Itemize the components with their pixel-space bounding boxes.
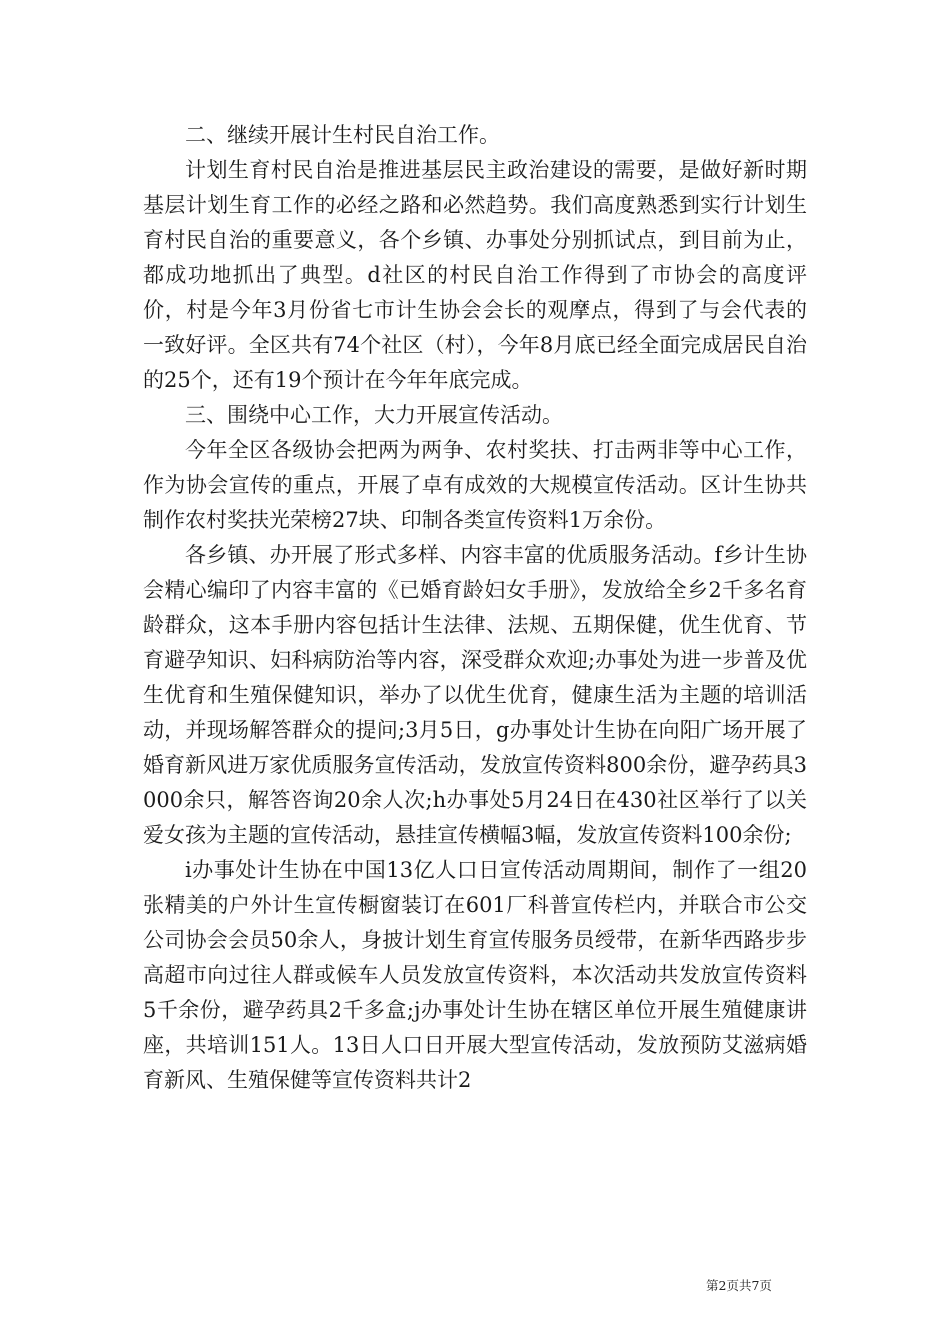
section-heading-2: 二、继续开展计生村民自治工作。 xyxy=(185,123,500,147)
paragraph-self-governance: 计划生育村民自治是推进基层民主政治建设的需要，是做好新时期基层计划生育工作的必经之路和必然趋势。我们高度熟悉到实行计划生育村民自治的重要意义，各个乡镇、办事处分别抓试点，到目前为止，都成功地抓出了典型。d社区的村民自治工作得到了市协会的高度评价，村是今年3月份省七市计生协会会长的观摩点，得到了与会代表的一致好评。全区共有74个社区（村），今年8月底已经全面完成居民自治的25个，还有19个预计在今年年底完成。 xyxy=(143,158,807,392)
body-text xyxy=(143,118,807,1098)
paragraph-township-activities: 各乡镇、办开展了形式多样、内容丰富的优质服务活动。f乡计生协会精心编印了内容丰富的《已婚育龄妇女手册》，发放给全乡2千多名育龄群众，这本手册内容包括计生法律、法规、五期保健，优生优育、节育避孕知识、妇科病防治等内容，深受群众欢迎;办事处为进一步普及优生优育和生殖保健知识，举办了以优生优育，健康生活为主题的培训活动，并现场解答群众的提问;3月5日，g办事处计生协在向阳广场开展了婚育新风进万家优质服务宣传活动，发放宣传资料800余份，避孕药具3000余只，解答咨询20余人次;h办事处5月24日在430社区举行了以关爱女孩为主题的宣传活动，悬挂宣传横幅3幅，发放宣传资料100余份; xyxy=(143,543,807,847)
paragraph-population-day: i办事处计生协在中国13亿人口日宣传活动周期间，制作了一组20张精美的户外计生宣传橱窗装订在601厂科普宣传栏内，并联合市公交公司协会会员50余人，身披计划生育宣传服务员绶带，在新华西路步步高超市向过往人群或候车人员发放宣传资料，本次活动共发放宣传资料5千余份，避孕药具2千多盒;j办事处计生协在辖区单位开展生殖健康讲座，共培训151人。13日人口日开展大型宣传活动，发放预防艾滋病婚育新风、生殖保健等宣传资料共计2 xyxy=(143,858,807,1092)
paragraph-publicity-focus: 今年全区各级协会把两为两争、农村奖扶、打击两非等中心工作，作为协会宣传的重点，开展了卓有成效的大规模宣传活动。区计生协共制作农村奖扶光荣榜27块、印制各类宣传资料1万余份。 xyxy=(143,438,807,532)
section-heading-3: 三、围绕中心工作，大力开展宣传活动。 xyxy=(185,403,563,427)
page-number-footer: 第2页共7页 xyxy=(706,1278,772,1293)
